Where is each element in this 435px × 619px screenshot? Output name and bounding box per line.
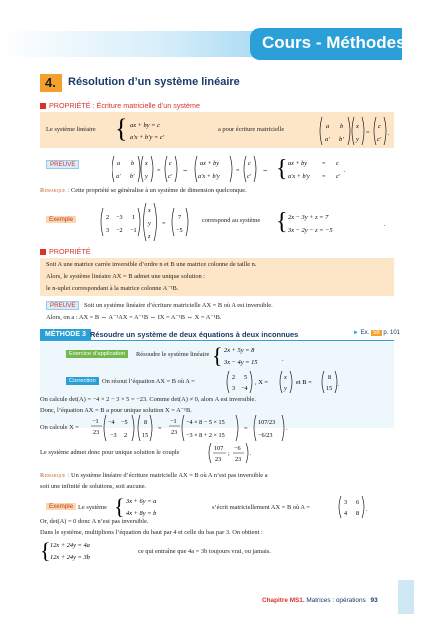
svg-text:b: b <box>340 123 344 130</box>
svg-text:y: y <box>145 173 148 180</box>
svg-text:4: 4 <box>344 510 348 517</box>
example-1-system <box>276 206 394 238</box>
svg-text:.: . <box>250 450 252 457</box>
example-1 <box>40 200 394 242</box>
method-title: Résoudre un système de deux équations à deux inconnues <box>90 330 299 339</box>
svg-text:c: c <box>336 160 339 167</box>
svg-text:;: ; <box>228 450 230 457</box>
svg-text:6: 6 <box>356 499 360 506</box>
svg-text:−5: −5 <box>121 419 128 426</box>
property-box-1 <box>40 112 394 148</box>
prop1-system <box>114 116 214 146</box>
proof-1-equations <box>112 154 392 184</box>
remark-1 <box>40 187 247 195</box>
example-2-label: Exemple <box>46 503 76 510</box>
svg-text:x: x <box>356 123 359 130</box>
proof-label-2: PREUVE <box>46 301 79 310</box>
svg-text:−6/23: −6/23 <box>258 432 273 439</box>
example-2-system-line-1: 3x + 6y = a <box>126 498 157 505</box>
arrow-right-icon: ► <box>352 330 359 336</box>
correction-line-2: On calcule det(A) = −4 × 2 − 3 × 5 = −23. Comme det(A) ≠ 0, alors A est inversible. <box>40 396 256 403</box>
svg-text:c′: c′ <box>336 173 341 180</box>
svg-text:.: . <box>282 356 284 363</box>
example-2-scaled-system <box>40 538 140 564</box>
svg-text:3: 3 <box>106 227 110 234</box>
svg-text:a′x + b′y: a′x + b′y <box>288 173 310 180</box>
method-heading <box>40 329 400 340</box>
svg-text:−6: −6 <box>234 445 241 452</box>
svg-text:{: { <box>276 156 288 182</box>
svg-text:=: = <box>162 220 166 227</box>
svg-text:7: 7 <box>178 214 182 221</box>
svg-text:x: x <box>284 374 287 381</box>
example-1-matrix-equation <box>100 202 210 242</box>
svg-text:y: y <box>284 385 287 392</box>
correction-label: Correction <box>66 377 99 385</box>
svg-text:y: y <box>148 220 151 227</box>
svg-text:=: = <box>366 129 370 136</box>
svg-text:−3: −3 <box>116 214 123 221</box>
svg-text:{: { <box>114 494 125 519</box>
example-2-text-a: Le système <box>78 504 107 511</box>
remark-1-text: Cette propriété se généralise à un système de dimension quelconque. <box>71 187 247 194</box>
proof-2-line-2: Alors, on a : AX = B ⇔ A⁻¹AX = A⁻¹B ⇔ IX = A⁻¹B ⇔ X = A⁻¹B. <box>46 314 222 321</box>
ex-page: p. 101 <box>383 330 400 336</box>
svg-text:1: 1 <box>132 214 136 221</box>
prop1-system-line-2: a′x + b′y = c′ <box>130 134 165 141</box>
correction-text-b: et B = <box>296 379 312 386</box>
svg-text:−3: −3 <box>110 432 117 439</box>
example-2-matrix <box>338 494 378 520</box>
exercise-label: Exercice d’application <box>66 350 128 358</box>
correction-matrices <box>226 369 386 395</box>
example-2-text-c: ce qui entraîne que 4a = 3b toujours vrai, ou jamais. <box>138 548 271 555</box>
header-title: Cours - Méthodes <box>262 33 406 52</box>
correction-line-4: On calcule X = <box>40 424 79 431</box>
svg-text:3: 3 <box>344 499 348 506</box>
exercise-system-line-2: 3x − 4y = 15 <box>224 359 258 366</box>
svg-text:c′: c′ <box>168 173 173 180</box>
svg-text:15: 15 <box>142 432 149 439</box>
exercise-system <box>212 343 312 369</box>
exercise-reference-link[interactable] <box>353 330 400 336</box>
prop1-text-a: Le système linéaire <box>46 126 96 133</box>
svg-text:−2: −2 <box>116 227 123 234</box>
svg-text:b′: b′ <box>339 136 344 143</box>
correction-inverse-calc <box>90 413 340 443</box>
prop1-system-line-1: ax + by = c <box>130 122 160 129</box>
property-heading-1 <box>40 101 200 110</box>
svg-text:b: b <box>131 160 135 167</box>
method-tag: MÉTHODE 3 <box>40 329 91 340</box>
example-1-system-line-1: 2x − 3y + z = 7 <box>288 214 329 221</box>
remark-1-label: Remarque : <box>40 187 70 194</box>
correction-line-3: Donc, l’équation AX = B a pour unique solution X = A⁻¹B. <box>40 407 192 414</box>
svg-text:=: = <box>157 167 161 174</box>
page-header <box>0 28 435 60</box>
section-title: Résolution d’un système linéaire <box>68 76 240 88</box>
svg-text:2: 2 <box>232 374 236 381</box>
svg-text:{: { <box>40 538 51 563</box>
svg-text:.: . <box>344 167 346 174</box>
svg-text:{: { <box>115 116 128 143</box>
page-footer <box>262 597 378 604</box>
prop2-line-1: Soit A une matrice carrée inversible d’ordre n et B une matrice colonne de taille n. <box>46 261 257 268</box>
property-box-2 <box>40 258 394 296</box>
svg-text:−4: −4 <box>241 385 248 392</box>
exercise-text: Résoudre le système linéaire <box>136 351 210 358</box>
remark-2-line-1: Un système linéaire d’écriture matricielle AX = B où A n’est pas inversible a <box>71 472 268 479</box>
svg-text:8: 8 <box>328 374 332 381</box>
svg-text:−1: −1 <box>130 227 137 234</box>
svg-text:−4 × 8 − 5 × 15: −4 × 8 − 5 × 15 <box>186 419 225 426</box>
svg-text:c: c <box>378 123 381 130</box>
svg-text:⇔: ⇔ <box>182 167 189 174</box>
svg-text:=: = <box>236 167 240 174</box>
exercise-system-line-1: 2x + 5y = 8 <box>224 347 255 354</box>
svg-text:c′: c′ <box>247 173 252 180</box>
svg-text:5: 5 <box>244 374 248 381</box>
svg-text:=: = <box>322 173 326 180</box>
svg-text:c: c <box>169 160 172 167</box>
svg-text:−1: −1 <box>170 418 177 425</box>
svg-text:.: . <box>366 506 368 513</box>
prop1-matrix-equation <box>318 115 394 147</box>
svg-text:−3 × 8 + 2 × 15: −3 × 8 + 2 × 15 <box>186 432 225 439</box>
proof-2 <box>40 300 394 324</box>
svg-text:b′: b′ <box>130 173 135 180</box>
example-2-system-line-2: 4x + 8y = b <box>126 510 157 517</box>
svg-text:{: { <box>212 343 223 368</box>
example-2-scaled-line-1: 12x + 24y = 4a <box>50 542 90 549</box>
property-heading-2 <box>40 247 91 256</box>
property-marker-icon <box>40 249 46 255</box>
property-label: PROPRIÉTÉ <box>49 247 91 256</box>
svg-text:23: 23 <box>215 456 222 463</box>
svg-text:−1: −1 <box>92 418 99 425</box>
example-1-system-line-2: 3x − 2y − z = −5 <box>288 227 333 234</box>
footer-page-number: 93 <box>370 597 378 604</box>
svg-text:x: x <box>145 160 148 167</box>
svg-text:107: 107 <box>214 445 224 452</box>
svg-text:.: . <box>384 221 386 228</box>
example-1-text: correspond au système <box>202 217 261 224</box>
example-2-text-b: s’écrit matriciellement AX = B où A = <box>212 504 310 511</box>
example-2-line-3: Dans le système, multiplions l’équation du haut par 4 et celle du bas par 3. On obtient : <box>40 529 263 536</box>
solution-couple <box>208 441 288 465</box>
property-label: PROPRIÉTÉ : Écriture matricielle d’un système <box>49 101 200 110</box>
remark-2 <box>40 472 394 496</box>
svg-text:−4: −4 <box>108 419 115 426</box>
svg-text:z: z <box>148 233 151 240</box>
ex-number: 58 <box>372 330 380 336</box>
footer-chapter: Chapitre MS1. <box>262 597 305 604</box>
prop1-text-b: a pour écriture matricielle <box>218 126 285 133</box>
svg-text:=: = <box>158 425 162 432</box>
section-heading <box>40 74 400 92</box>
property-marker-icon <box>40 103 46 109</box>
prop2-line-2: Alors, le système linéaire AX = B admet une unique solution : <box>46 273 206 280</box>
exercise-block <box>40 343 394 367</box>
svg-text:.: . <box>338 381 340 388</box>
svg-text:15: 15 <box>326 385 333 392</box>
svg-text:23: 23 <box>171 429 178 436</box>
footer-side-tab <box>398 580 414 614</box>
ex-prefix: Ex. <box>360 330 370 336</box>
correction-line-5: Le système admet donc pour unique solution le couple <box>40 449 180 456</box>
proof-2-line-1: Soit un système linéaire d’écriture matricielle AX = B où A est inversible. <box>84 302 273 309</box>
svg-text:y: y <box>356 136 359 143</box>
remark-2-line-2: soit une infinité de solutions, soit aucune. <box>40 483 147 490</box>
remark-2-label: Remarque : <box>40 472 70 479</box>
example-2-scaled-line-2: 12x + 24y = 3b <box>50 554 90 561</box>
svg-text:{: { <box>276 209 288 235</box>
svg-text:23: 23 <box>235 456 242 463</box>
method-divider <box>40 340 394 341</box>
correction-text-x: , X = <box>255 379 269 386</box>
svg-text:.: . <box>388 130 390 137</box>
svg-text:a′x + b′y: a′x + b′y <box>198 173 220 180</box>
section-number: 4. <box>40 74 62 92</box>
example-1-label: Exemple <box>46 216 76 223</box>
svg-text:3: 3 <box>232 385 236 392</box>
correction-block <box>40 369 394 469</box>
svg-text:107/23: 107/23 <box>258 419 276 426</box>
svg-text:a: a <box>117 160 121 167</box>
svg-text:a′: a′ <box>325 136 330 143</box>
prop2-line-3: le n-uplet correspondant à la matrice colonne A⁻¹B. <box>46 285 179 292</box>
svg-text:ax + by: ax + by <box>288 160 307 167</box>
svg-text:8: 8 <box>356 510 360 517</box>
correction-line-1a: On résout l’équation AX = B où A = <box>102 378 195 385</box>
svg-text:.: . <box>286 425 288 432</box>
svg-text:a′: a′ <box>116 173 121 180</box>
proof-label-1: PREUVE <box>46 160 79 169</box>
svg-text:8: 8 <box>144 419 148 426</box>
svg-text:ax + by: ax + by <box>200 160 219 167</box>
svg-text:2: 2 <box>124 432 128 439</box>
svg-text:2: 2 <box>106 214 110 221</box>
svg-text:a: a <box>326 123 330 130</box>
svg-text:−5: −5 <box>176 227 183 234</box>
footer-title: Matrices : opérations <box>306 597 366 604</box>
svg-text:c: c <box>248 160 251 167</box>
example-2-line-2: Or, det(A) = 0 donc A n’est pas inversible. <box>40 518 149 525</box>
svg-text:=: = <box>244 425 248 432</box>
svg-text:⇔: ⇔ <box>262 167 269 174</box>
svg-text:=: = <box>322 160 326 167</box>
example-2 <box>40 494 394 584</box>
example-2-system <box>114 494 204 520</box>
svg-text:23: 23 <box>93 429 100 436</box>
svg-text:x: x <box>148 207 151 214</box>
svg-text:c′: c′ <box>377 136 382 143</box>
